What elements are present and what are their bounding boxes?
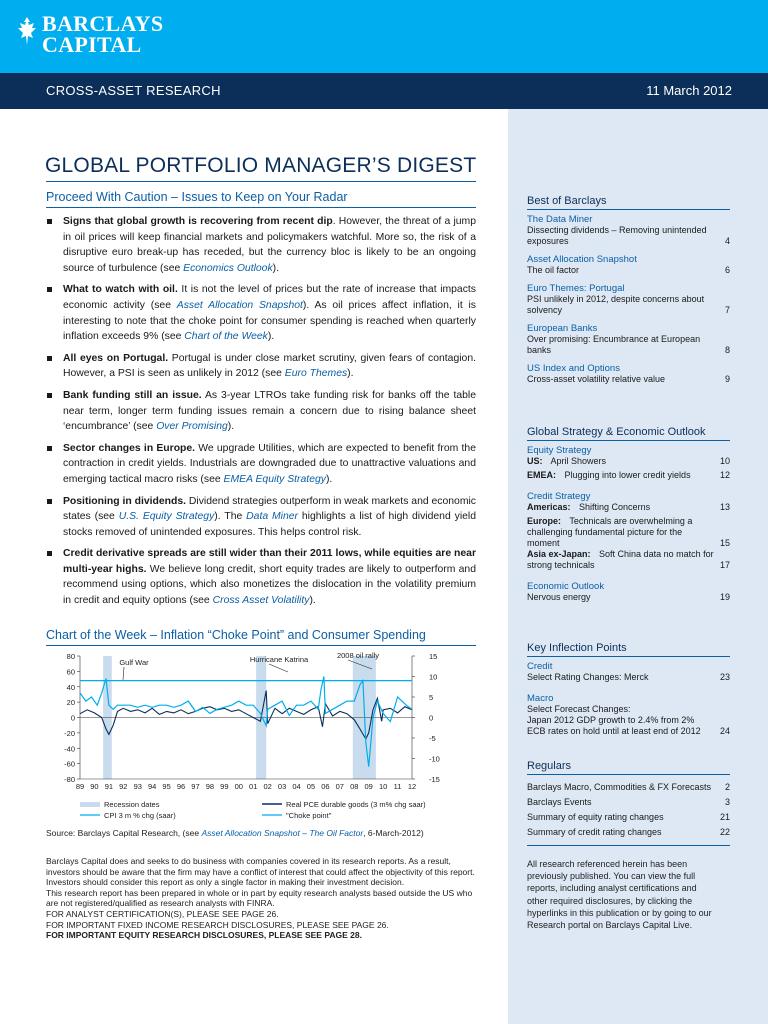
credit-strategy-block: Credit Strategy Americas: Shifting Concerns 13 Europe: Technicals are overwhelming a challenging fundamental picture for the moment 15 Asia ex-Japan: Soft China data no match for strong technicals 17 xyxy=(527,491,730,570)
economic-outlook-block: Economic Outlook Nervous energy 19 xyxy=(527,581,730,602)
x-tick-label: 02 xyxy=(263,782,272,791)
disclosure-text: FOR IMPORTANT FIXED INCOME RESEARCH DISCLOSURES, PLEASE SEE PAGE 26. xyxy=(46,919,389,930)
toc-item[interactable]: Euro Themes: Portugal PSI unlikely in 2012, despite concerns about solvency 7 xyxy=(527,283,730,315)
x-tick-label: 09 xyxy=(364,782,373,791)
credit-block: Credit Select Rating Changes: Merck 23 xyxy=(527,661,730,682)
legend-label: CPI 3 m % chg (saar) xyxy=(104,811,176,820)
eagle-icon xyxy=(17,16,37,46)
toc-item[interactable]: Nervous energy 19 xyxy=(527,592,730,602)
x-tick-label: 06 xyxy=(321,782,330,791)
over-promising-link[interactable]: Over Promising xyxy=(156,421,228,433)
y-left-tick-label: -20 xyxy=(64,728,75,738)
toc-item[interactable]: Select Rating Changes: Merck 23 xyxy=(527,672,730,682)
bullet-item: Signs that global growth is recovering from recent dip. However, the threat of a jump in oil prices will keep financial markets and policymakers watchful. More so, the risk of a disruptive euro break-up has receded, but the currency bloc is likely to be an ongoing source of turbulence (see Economics Outlook). xyxy=(46,214,476,276)
x-tick-label: 94 xyxy=(148,782,157,791)
legend-label: Real PCE durable goods (3 m% chg saar) xyxy=(286,800,426,809)
disclosure-text: FOR ANALYST CERTIFICATION(S), PLEASE SEE PAGE 26. xyxy=(46,908,279,919)
x-tick-label: 07 xyxy=(335,782,344,791)
bullet-list xyxy=(46,214,476,615)
legend-label: Recession dates xyxy=(104,800,160,809)
toc-item[interactable]: US: April Showers 10 xyxy=(527,456,730,466)
bullet-item: What to watch with oil. It is not the level of prices but the rate of increase that impacts economic activity (see Asset Allocation Snapshot). As oil prices affect inflation, it is interesting to note that the choke point for consumer spending is reached when quarterly inflation exceeds 9% (see Chart of the Week). xyxy=(46,282,476,344)
disclosure-text: Barclays Capital does and seeks to do business with companies covered in its research reports. As a result, investors should be aware that the firm may have a conflict of interest that could affect the objectivity of this report. xyxy=(46,856,475,877)
x-tick-label: 10 xyxy=(378,782,388,791)
strategy-list xyxy=(527,445,730,610)
page-subtitle: Proceed With Caution – Issues to Keep on Your Radar xyxy=(46,190,348,204)
regulars-heading: Regulars xyxy=(527,760,572,772)
y-left-tick-label: -60 xyxy=(64,759,75,769)
us-equity-link[interactable]: U.S. Equity Strategy xyxy=(118,511,215,523)
best-of-barclays-list xyxy=(527,214,730,392)
inflection-heading: Key Inflection Points xyxy=(527,642,627,654)
section-label: CROSS-ASSET RESEARCH xyxy=(46,83,221,98)
y-right-tick-label: 0 xyxy=(429,713,434,723)
sidebar-rule xyxy=(527,774,730,775)
toc-item[interactable]: Asia ex-Japan: Soft China data no match for strong technicals 17 xyxy=(527,549,730,570)
chart-source: Source: Barclays Capital Research, (see Asset Allocation Snapshot – The Oil Factor, 6-March-2012) xyxy=(46,828,424,838)
y-left-tick-label: 60 xyxy=(66,667,75,677)
chart-title: Chart of the Week – Inflation “Choke Point” and Consumer Spending xyxy=(46,628,426,642)
y-left-tick-label: 80 xyxy=(66,652,75,661)
research-note: All research referenced herein has been previously published. You can view the full reports, including analyst certifications and other required disclosures, by clicking the hyperlinks in this publication or by going to our Research portal on Barclays Capital Live. xyxy=(527,859,712,931)
logo-line-1: BARCLAYS xyxy=(42,11,164,36)
y-left-tick-label: 20 xyxy=(66,698,75,708)
x-tick-label: 96 xyxy=(176,782,186,791)
x-tick-label: 95 xyxy=(162,782,171,791)
title-rule xyxy=(46,181,476,182)
equity-strategy-block: Equity Strategy US: April Showers 10 EMEA: Plugging into lower credit yields 12 xyxy=(527,445,730,480)
x-tick-label: 93 xyxy=(133,782,142,791)
x-tick-label: 04 xyxy=(292,782,301,791)
y-right-tick-label: 15 xyxy=(429,652,438,661)
x-tick-label: 08 xyxy=(350,782,359,791)
bullet-item: Credit derivative spreads are still wider than their 2011 lows, while equities are near multi-year highs. We believe long credit, short equity trades are likely to outperform and recommend using options, which also monetizes the dislocation in the volatility premium in credit and equity options (see Cross Asset Volatility). xyxy=(46,546,476,608)
top-banner xyxy=(0,0,768,73)
legend-swatch-recession xyxy=(80,802,100,807)
emea-equity-link[interactable]: EMEA Equity Strategy xyxy=(223,473,326,485)
chart-annotation: 2008 oil rally xyxy=(336,651,380,660)
logo-line-2: CAPITAL xyxy=(42,32,142,57)
source-link[interactable]: Asset Allocation Snapshot – The Oil Factor xyxy=(201,828,364,838)
legend-label: "Choke point" xyxy=(286,811,332,820)
bullet-item: Sector changes in Europe. We upgrade Utilities, which are expected to benefit from the contraction in credit yields. Industrials are downgraded due to unattractive valuations and emerging tactical macro risks (see EMEA Equity Strategy). xyxy=(46,441,476,488)
toc-item[interactable]: US Index and Options Cross-asset volatility relative value 9 xyxy=(527,363,730,384)
economics-outlook-link[interactable]: Economics Outlook xyxy=(183,262,273,274)
best-of-barclays-heading: Best of Barclays xyxy=(527,195,607,207)
y-left-tick-label: 40 xyxy=(66,682,75,692)
toc-item[interactable]: Asset Allocation Snapshot The oil factor 6 xyxy=(527,254,730,275)
x-tick-label: 99 xyxy=(220,782,229,791)
sidebar-rule xyxy=(527,440,730,441)
sidebar-rule xyxy=(527,209,730,210)
chart-of-week-link[interactable]: Chart of the Week xyxy=(184,331,268,343)
page-title: GLOBAL PORTFOLIO MANAGER’S DIGEST xyxy=(45,154,477,177)
x-tick-label: 01 xyxy=(249,782,258,791)
chart xyxy=(46,648,466,826)
euro-themes-link[interactable]: Euro Themes xyxy=(284,368,348,380)
x-tick-label: 03 xyxy=(277,782,287,791)
cross-asset-vol-link[interactable]: Cross Asset Volatility xyxy=(212,595,310,607)
x-tick-label: 00 xyxy=(234,782,243,791)
y-right-tick-label: -10 xyxy=(429,754,440,764)
annotation-pointer xyxy=(269,664,288,672)
bullet-item: Positioning in dividends. Dividend strategies outperform in weak markets and economic states (see U.S. Equity Strategy). The Data Miner highlights a list of high dividend yield stocks removed of unintended exposures. This helps control risk. xyxy=(46,494,476,541)
x-tick-label: 12 xyxy=(407,782,417,791)
disclosures xyxy=(46,856,476,941)
asset-allocation-link[interactable]: Asset Allocation Snapshot xyxy=(176,299,303,311)
disclosure-text: This research report has been prepared in whole or in part by equity research analysts based outside the US who are not registered/qualified as research analysts with FINRA. xyxy=(46,887,473,909)
x-tick-label: 89 xyxy=(75,782,85,791)
y-right-tick-label: -5 xyxy=(429,734,436,743)
sidebar-rule xyxy=(527,845,730,846)
y-right-tick-label: 5 xyxy=(429,693,434,702)
barclays-logo[interactable] xyxy=(17,13,163,55)
regulars-list xyxy=(527,780,730,840)
y-left-tick-label: 0 xyxy=(70,713,75,723)
x-tick-label: 97 xyxy=(191,782,200,791)
toc-item[interactable]: ECB rates on hold until at least end of 2012 24 xyxy=(527,726,730,736)
y-right-tick-label: -15 xyxy=(429,775,440,784)
x-tick-label: 91 xyxy=(104,782,114,791)
sidebar-rule xyxy=(527,656,730,657)
inflection-list xyxy=(527,661,730,744)
chart-annotation: Gulf War xyxy=(119,658,149,667)
data-miner-link[interactable]: Data Miner xyxy=(246,511,298,523)
bullet-item: Bank funding still an issue. As 3-year LTROs take funding risk for banks off the table near term, longer term funding issues remain a concern due to rising balance sheet ‘encumbrance’ (see Over Promising). xyxy=(46,388,476,435)
toc-item[interactable]: Americas: Shifting Concerns 13 xyxy=(527,502,730,512)
x-tick-label: 90 xyxy=(90,782,99,791)
y-right-tick-label: 10 xyxy=(429,672,438,682)
disclosure-text: Investors should consider this report as only a single factor in making their investment decision. xyxy=(46,877,405,888)
section-bar xyxy=(0,73,768,109)
subtitle-rule xyxy=(46,207,476,208)
x-tick-label: 11 xyxy=(393,782,402,791)
toc-item[interactable]: Barclays Events 3 xyxy=(527,797,730,807)
toc-item[interactable]: Summary of equity rating changes 21 xyxy=(527,812,730,822)
disclosure-text: FOR IMPORTANT EQUITY RESEARCH DISCLOSURES, PLEASE SEE PAGE 28. xyxy=(46,930,362,941)
chart-title-rule xyxy=(46,645,476,646)
toc-item[interactable]: EMEA: Plugging into lower credit yields 12 xyxy=(527,470,730,480)
y-left-tick-label: -80 xyxy=(64,775,75,784)
x-tick-label: 92 xyxy=(119,782,128,791)
toc-item[interactable]: Summary of credit rating changes 22 xyxy=(527,827,730,837)
chart-annotation: Hurricane Katrina xyxy=(249,655,309,664)
x-tick-label: 05 xyxy=(306,782,316,791)
report-date: 11 March 2012 xyxy=(646,83,732,98)
toc-item[interactable]: Barclays Macro, Commodities & FX Forecasts 2 xyxy=(527,782,730,792)
toc-item[interactable]: The Data Miner Dissecting dividends – Removing unintended exposures 4 xyxy=(527,214,730,246)
strategy-heading: Global Strategy & Economic Outlook xyxy=(527,426,706,438)
annotation-pointer xyxy=(123,667,124,680)
bullet-item: All eyes on Portugal. Portugal is under close market scrutiny, given fears of contagion. However, a PSI is seen as unlikely in 2012 (see Euro Themes). xyxy=(46,351,476,382)
y-left-tick-label: -40 xyxy=(64,744,75,754)
toc-item[interactable]: European Banks Over promising: Encumbrance at European banks 8 xyxy=(527,323,730,355)
x-tick-label: 98 xyxy=(205,782,215,791)
toc-item[interactable]: Europe: Technicals are overwhelming a challenging fundamental picture for the moment 15 xyxy=(527,516,730,548)
macro-block: Macro Select Forecast Changes: Japan 2012 GDP growth to 2.4% from 2% ECB rates on hold until at least end of 2012 24 xyxy=(527,693,730,736)
